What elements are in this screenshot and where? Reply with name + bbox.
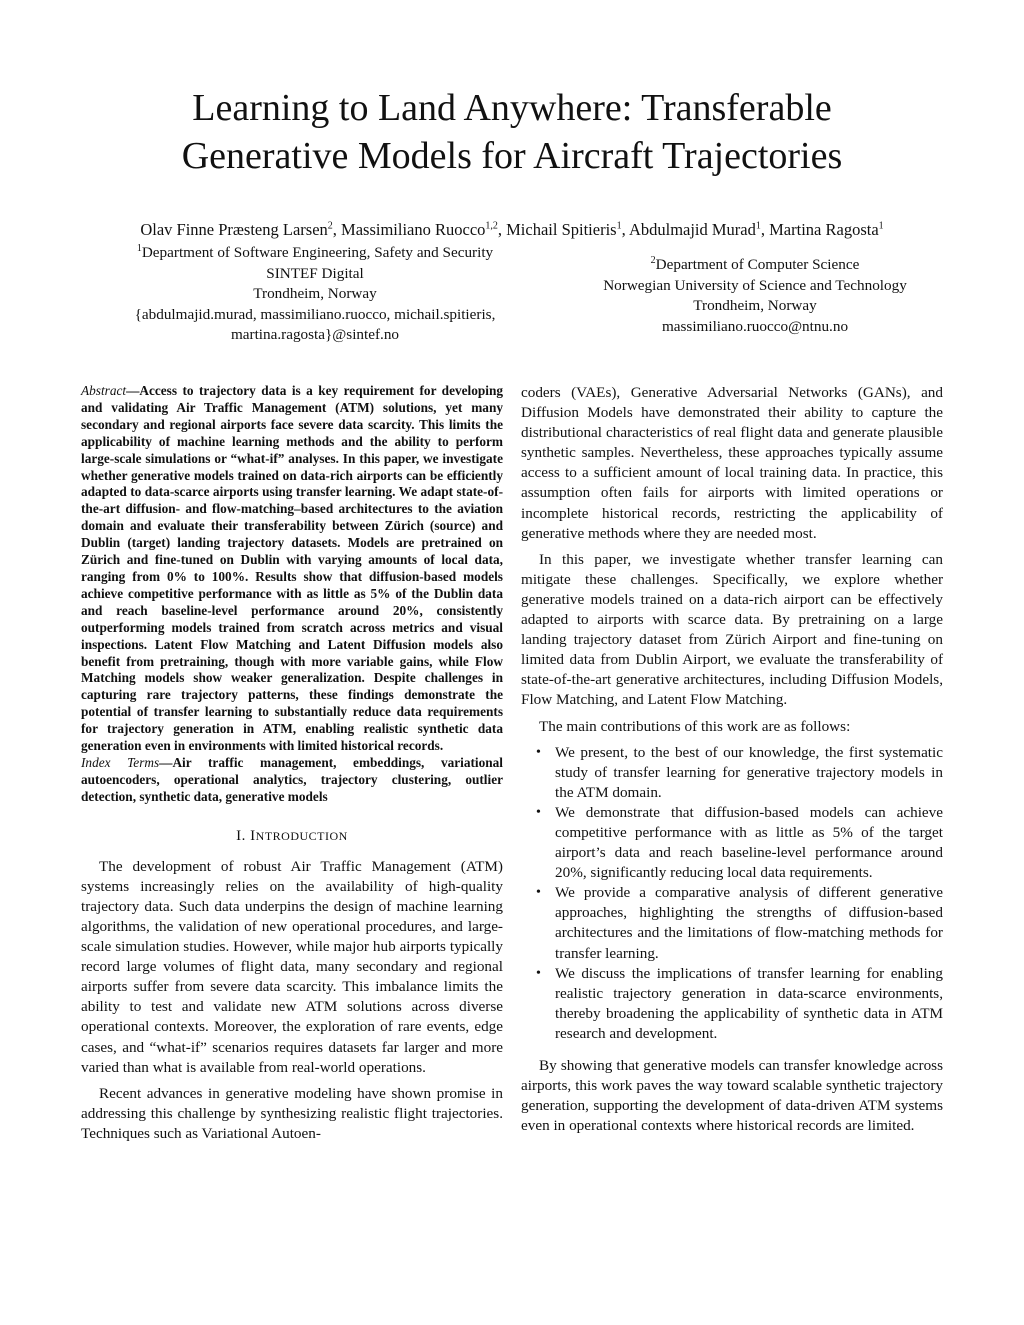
title-line-2: Generative Models for Aircraft Trajectories	[181, 135, 843, 177]
author-2: Massimiliano Ruocco$^{1,2}$,	[341, 220, 507, 239]
left-column	[81, 383, 503, 1144]
section-heading-introduction: I. INTRODUCTION	[236, 827, 348, 844]
affiliation-sintef: $^1$Department of Software Engineering, Safety and Security SINTEF Digital Trondheim, Norway {abdulmajid.murad, massimiliano.ruocco, michail.spitieris, martina.ragosta}@sintef.no	[134, 242, 496, 343]
contribution-item: • We discuss the implications of transfer learning for enabling realistic trajectory generation in data-scarce environments, thereby broadening the applicability of synthetic data in ATM research and development.	[536, 964, 943, 1042]
right-paragraph-3: The main contributions of this work are as follows:	[539, 717, 851, 735]
author-5: Martina Ragosta$^1$	[769, 220, 884, 239]
abstract: Abstract—Access to trajectory data is a key requirement for developing and validating Air Traffic Management (ATM) solutions, yet many secondary and regional airports face severe data scarcity. This limits the applicability of machine learning methods and the ability to perform large-scale simulations or “what-if” analyses. In this paper, we investigate whether generative models trained on data-rich airports can be efficiently adapted to data-scarce airports using transfer learning. We adapt state-of-the-art diffusion- and flow-matching–based architectures to the aviation domain and evaluate their transferability between Zürich (source) and Dublin (target) landing trajectory datasets. Models are pretrained on Zürich and fine-tuned on Dublin with varying amounts of local data, ranging from 0% to 100%. Results show that diffusion-based models achieve competitive performance with as little as 5% of the Dublin data and reach baseline-level performance around 20%, consistently outperforming models trained from scratch across metrics and visual inspections. Latent Flow Matching and Latent Diffusion models also benefit from pretraining, though with more variable gains, while Flow Matching models show weaker generalization. Despite challenges in capturing rare trajectory patterns, these findings demonstrate the potential of transfer learning to substantially reduce data requirements for trajectory generation in ATM, enabling realistic synthetic data generation even in environments with limited historical records.	[81, 383, 503, 754]
bullet-icon: •	[536, 744, 541, 760]
author-list	[0, 220, 1024, 240]
author-1: Olav Finne Præsteng Larsen$^2$,	[140, 220, 342, 239]
bullet-icon: •	[536, 965, 541, 981]
intro-paragraph-2: Recent advances in generative modeling have shown promise in addressing this challenge by synthesizing realistic flight trajectories. Techniques such as Variational Autoen-	[81, 1084, 503, 1142]
index-terms: Index Terms—Air traffic management, embeddings, variational autoencoders, operational analytics, trajectory clustering, outlier detection, synthetic data, generative models	[81, 754, 503, 804]
right-column	[521, 383, 943, 1136]
intro-paragraph-1: The development of robust Air Traffic Management (ATM) systems increasingly relies on the availability of high-quality trajectory data. Such data underpins the design of machine learning algorithms, the validation of new operational procedures, and large-scale simulation studies. However, while major hub airports typically record large volumes of flight data, many secondary and regional airports suffer from severe data scarcity. This imbalance limits the ability to test and validate new ATM solutions across diverse operational contexts. Moreover, the exploration of rare events, edge cases, and “what-if” scenarios requires datasets far larger and more varied than what is available from real-world operations.	[81, 857, 503, 1076]
bullet-icon: •	[536, 804, 541, 820]
contributions-list	[521, 743, 943, 1044]
paper-title	[0, 84, 1024, 180]
contribution-item: • We demonstrate that diffusion-based models can achieve competitive performance with as little as 5% of the target airport’s data and reach baseline-level performance around 20%, significantly reducing local data requirements.	[536, 803, 943, 882]
affiliation-ntnu: $^2$Department of Computer Science Norwegian University of Science and Technology Trondheim, Norway massimiliano.ruocco@ntnu.no	[603, 254, 907, 335]
right-paragraph-2: In this paper, we investigate whether transfer learning can mitigate these challenges. Specifically, we explore whether generative models trained on a data-rich airport can be effectively adapted to airports with scarce data. By pretraining on a large landing trajectory dataset from Zürich Airport and fine-tuning on limited data from Dublin Airport, we evaluate the transferability of state-of-the-art generative architectures, including Diffusion Models, Flow Matching, and Latent Flow Matching.	[521, 550, 943, 709]
right-paragraph-1: coders (VAEs), Generative Adversarial Networks (GANs), and Diffusion Models have demonstrated their ability to capture the distributional characteristics of real flight data and generate plausible synthetic samples. Nevertheless, these approaches typically assume access to a sufficient amount of local training data. In practice, this assumption often fails for airports with limited operations or incomplete historical records, restricting the applicability of generative methods where they are needed most.	[521, 384, 943, 542]
author-4: Abdulmajid Murad$^1$,	[628, 220, 770, 239]
contribution-item: • We provide a comparative analysis of different generative approaches, highlighting the strengths of diffusion-based architectures and the limitations of flow-matching methods for transfer learning.	[536, 884, 943, 962]
author-3: Michail Spitieris$^1$,	[506, 220, 629, 239]
bullet-icon: •	[536, 885, 541, 901]
title-line-1: Learning to Land Anywhere: Transferable	[192, 87, 832, 129]
contribution-item: • We present, to the best of our knowledge, the first systematic study of transfer learning for generative trajectory models in the ATM domain.	[536, 743, 943, 801]
closing-paragraph: By showing that generative models can transfer knowledge across airports, this work paves the way toward scalable synthetic trajectory generation, supporting the development of data-driven ATM systems even in operational contexts where historical records are limited.	[521, 1057, 943, 1135]
